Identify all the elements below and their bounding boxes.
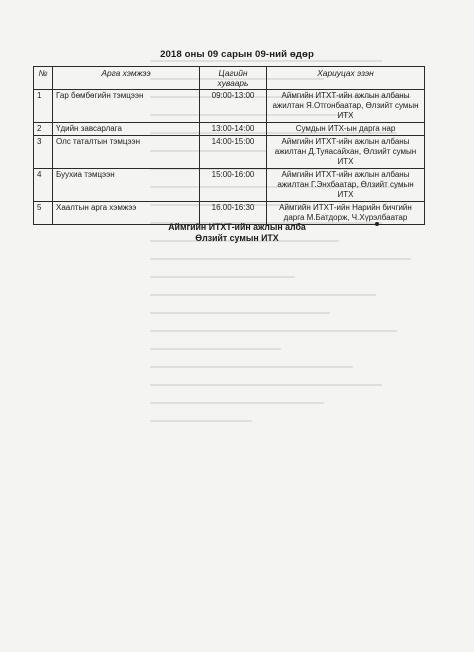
table-header-row xyxy=(34,67,425,90)
table-row xyxy=(34,136,425,169)
row-time: 13:00-14:00 xyxy=(200,123,267,136)
ink-dot xyxy=(375,222,379,226)
row-activity: Үдийн завсарлага xyxy=(53,123,200,136)
row-number: 5 xyxy=(34,202,53,225)
row-time: 15:00-16:00 xyxy=(200,169,267,202)
row-responsible: Аймгийн ИТХТ-ийн ажлын албаны ажилтан Г.Энхбаатар, Өлзийт сумын ИТХ xyxy=(267,169,425,202)
signature-office: Аймгийн ИТХТ-ийн ажлын алба xyxy=(168,222,306,232)
row-activity: Олс таталтын тэмцээн xyxy=(53,136,200,169)
row-time: 14:00-15:00 xyxy=(200,136,267,169)
row-time: 16.00-16:30 xyxy=(200,202,267,225)
header-activity: Арга хэмжээ xyxy=(53,67,200,90)
table-row xyxy=(34,90,425,123)
signature-council: Өлзийт сумын ИТХ xyxy=(195,233,279,243)
row-activity: Гар бөмбөгийн тэмцээн xyxy=(53,90,200,123)
header-number: № xyxy=(34,67,53,90)
row-activity: Хаалтын арга хэмжээ xyxy=(53,202,200,225)
table-row xyxy=(34,123,425,136)
document-date-heading: 2018 оны 09 сарын 09-ний өдөр xyxy=(160,49,314,60)
table-row xyxy=(34,169,425,202)
header-time: Цагийн хуваарь xyxy=(200,67,267,90)
row-number: 4 xyxy=(34,169,53,202)
row-activity: Буухиа тэмцээн xyxy=(53,169,200,202)
row-responsible: Аймгийн ИТХТ-ийн Нарийн бичгийн дарга М.Батдорж, Ч.Хүрэлбаатар xyxy=(267,202,425,225)
row-responsible: Аймгийн ИТХТ-ийн ажлын албаны ажилтан Я.Отгонбаатар, Өлзийт сумын ИТХ xyxy=(267,90,425,123)
row-responsible: Сумдын ИТХ-ын дарга нар xyxy=(267,123,425,136)
row-responsible: Аймгийн ИТХТ-ийн ажлын албаны ажилтан Д.Туяасайхан, Өлзийт сумын ИТХ xyxy=(267,136,425,169)
schedule-table xyxy=(33,66,425,225)
header-responsible: Хариуцах эзэн xyxy=(267,67,425,90)
row-time: 09:00-13:00 xyxy=(200,90,267,123)
row-number: 2 xyxy=(34,123,53,136)
row-number: 1 xyxy=(34,90,53,123)
row-number: 3 xyxy=(34,136,53,169)
